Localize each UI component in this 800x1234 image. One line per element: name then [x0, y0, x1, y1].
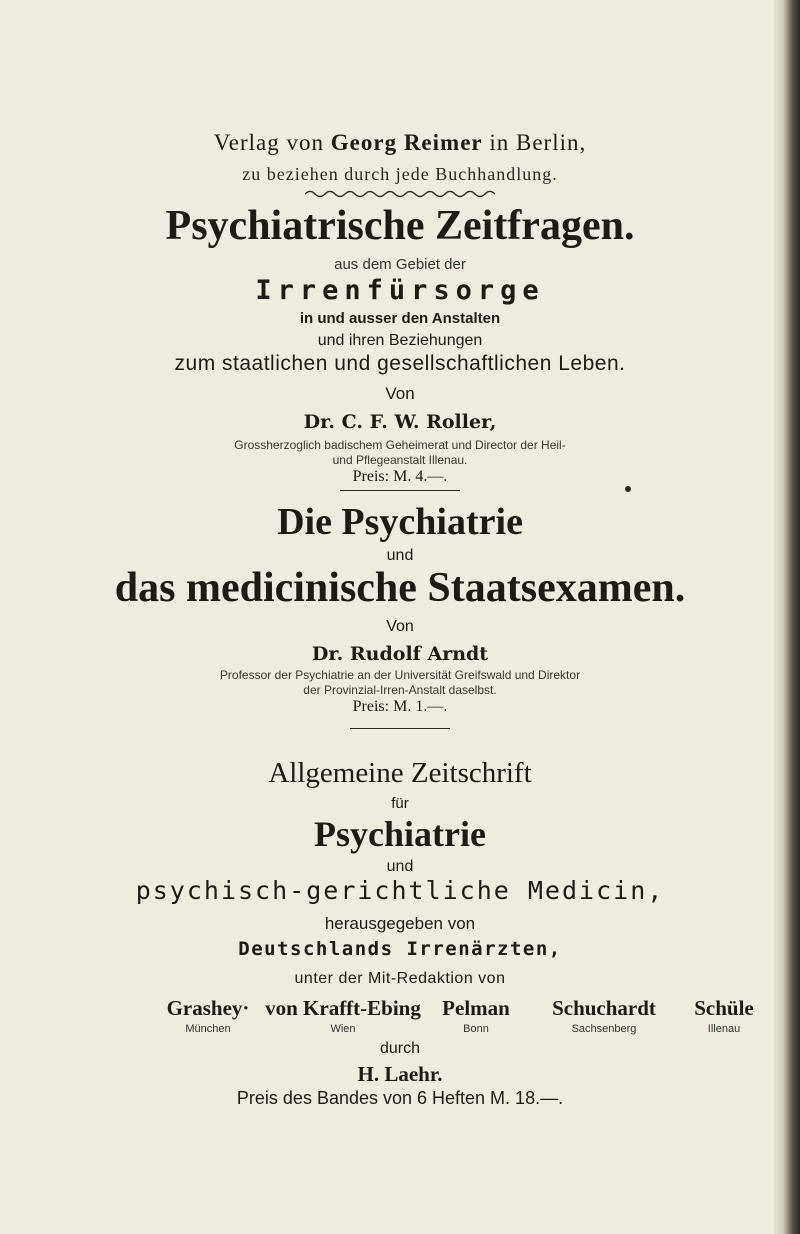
publisher-city: in Berlin,	[489, 130, 587, 155]
journal-durch: durch	[379, 1040, 421, 1057]
journal-editor-in-chief: H. Laehr.	[357, 1062, 443, 1086]
book1-sub2: Irrenfürsorge	[255, 275, 545, 306]
journal-und: und	[386, 858, 414, 875]
book1-sub5: zum staatlichen und gesellschaftlichen Leben.	[174, 352, 626, 375]
book2-und: und	[386, 547, 414, 564]
editor-name: Grashey·	[166, 996, 250, 1020]
book2-author: Dr. Rudolf Arndt	[311, 643, 489, 665]
wavy-divider	[305, 189, 495, 199]
editor-city: München	[185, 1023, 231, 1035]
book1-affiliation-line1: Grossherzoglich badischem Geheimerat und Director der Heil-	[234, 438, 566, 452]
book2-title-line2: das medicinische Staatsexamen.	[114, 565, 686, 611]
book2-affiliation-line2: der Provinzial-Irren-Anstalt daselbst.	[303, 683, 497, 697]
book-spine-edge	[774, 0, 800, 1234]
book2-price: Preis: M. 1.—.	[352, 698, 448, 715]
journal-redaktion: unter der Mit-Redaktion von	[294, 970, 506, 987]
book1-title: Psychiatrische Zeitfragen.	[165, 203, 635, 249]
book2-affiliation-line1: Professor der Psychiatrie an der Universität Greifswald und Direktor	[219, 668, 581, 682]
publisher-prefix: Verlag von	[213, 130, 325, 155]
editor-city: Illenau	[707, 1023, 741, 1035]
book2-von: Von	[386, 618, 414, 635]
journal-herausgegeben: herausgegeben von	[324, 914, 476, 933]
editor-city: Bonn	[463, 1023, 489, 1035]
editor-name: von Krafft-Ebing	[265, 996, 421, 1020]
journal-fuer: für	[391, 795, 409, 812]
editor-name: Schüle	[694, 996, 754, 1020]
book1-author: Dr. C. F. W. Roller,	[303, 411, 497, 433]
divider-rule-1	[340, 490, 460, 491]
book2-affiliation	[0, 668, 800, 698]
publisher-line	[0, 130, 800, 156]
book1-price: Preis: M. 4.—.	[352, 468, 448, 485]
book1-sub4: und ihren Beziehungen	[317, 332, 483, 349]
book1-affiliation-line2: und Pflegeanstalt Illenau.	[332, 453, 468, 467]
journal-title-line1: Allgemeine Zeitschrift	[268, 757, 532, 789]
divider-rule-2	[350, 728, 450, 729]
publisher-name: Georg Reimer	[330, 130, 483, 155]
distribution-line: zu beziehen durch jede Buchhandlung.	[242, 164, 558, 184]
journal-price: Preis des Bandes von 6 Heften M. 18.—.	[236, 1088, 564, 1108]
ink-dot	[625, 486, 631, 492]
journal-title-line3: psychisch-gerichtliche Medicin,	[135, 876, 665, 905]
book2-title-line1: Die Psychiatrie	[277, 501, 523, 543]
journal-title-line2: Psychiatrie	[314, 814, 486, 854]
editor-city: Wien	[330, 1023, 356, 1035]
journal-society: Deutschlands Irrenärzten,	[238, 938, 562, 960]
book1-von: Von	[385, 384, 415, 403]
editor-name: Pelman	[442, 996, 510, 1020]
editor-name: Schuchardt	[552, 996, 656, 1020]
editor-city: Sachsenberg	[571, 1023, 637, 1035]
book1-sub3: in und ausser den Anstalten	[299, 310, 501, 327]
book1-sub1: aus dem Gebiet der	[334, 256, 466, 273]
book1-affiliation	[0, 438, 800, 468]
